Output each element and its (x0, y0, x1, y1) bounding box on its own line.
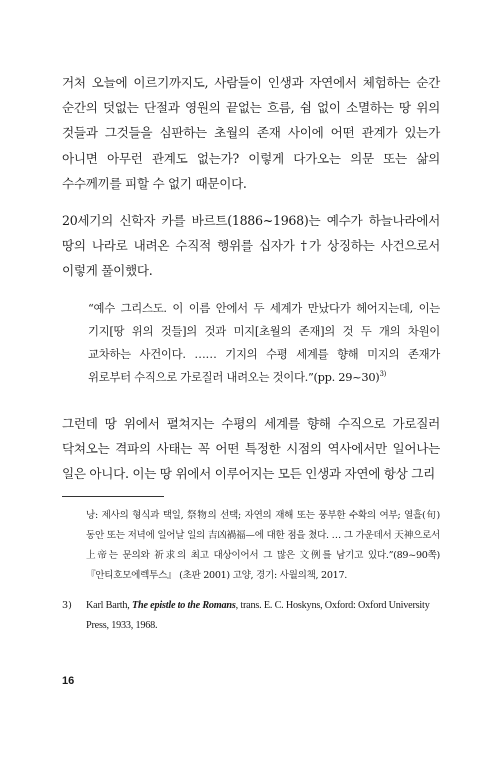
body-paragraph-1: 거처 오늘에 이르기까지도, 사람들이 인생과 자연에서 체험하는 순간 순간의 덧없는 단절과 영원의 끝없는 흐름, 쉼 없이 소멸하는 땅 위의 것들과 그것들을 심판하는 초월의 존재 사이에 어떤 관계가 있는가 아니면 아무런 관계도 없는가? 이렇게 다가오는 의문 또는 삶의 수수께끼를 피할 수 없기 때문이다. (62, 75, 440, 191)
body-paragraph-3: 그런데 땅 위에서 펼쳐지는 수평의 세계를 향해 수직으로 가로질러 닥쳐오는 격파의 사태는 꼭 어떤 특정한 시점의 역사에서만 일어나는 일은 아니다. 이는 땅 위에서 이루어지는 모든 인생과 자연에 항상 그리 (62, 416, 440, 482)
footnote-2-continued: 낭: 제사의 형식과 택일, 祭物의 선택; 자연의 재해 또는 풍부한 수확의 여부; 열흘(旬) 동안 또는 저녁에 일어날 일의 吉凶禍福—에 대한 점을 쳤다. … 그 가운데서 天神으로서 上帝는 문의와 祈求의 최고 대상이어서 그 많은 文例를 남기고 있다.”(89~90쪽) 『안티호모에렉투스』 (초판 2001) 고양, 경기: 사월의책, 2017. (86, 510, 440, 581)
footnote-3-author: Karl Barth, (86, 600, 132, 611)
footnote-3-number: 3) (62, 600, 72, 611)
body-paragraph-2: 20세기의 신학자 카를 바르트(1886~1968)는 예수가 하늘나라에서 땅의 나라로 내려온 수직적 행위를 십자가 †가 상징하는 사건으로서 이렇게 풀이했다. (62, 213, 440, 279)
block-quote (88, 297, 440, 389)
footnote-3-publication: , trans. E. C. Hoskyns, Oxford: Oxford University Press, 1933, 1968. (86, 600, 430, 631)
footnote-3 (86, 596, 440, 636)
footnote-divider (62, 496, 164, 497)
block-quote-text: “예수 그리스도. 이 이름 안에서 두 세계가 만났다가 헤어지는데, 이는 기지[땅 위의 것들]의 것과 미지[초월의 존재]의 것 두 개의 차원이 교차하는 사건이다. …… 기지의 수평 세계를 향해 미지의 존재가 위로부터 수직으로 가로질러 내려오는 것이다.”(pp. 29~30) (88, 301, 440, 384)
footnote-ref-3: 3) (379, 370, 387, 379)
page-number: 16 (62, 675, 75, 687)
footnote-3-title: The epistle to the Romans (131, 600, 236, 611)
